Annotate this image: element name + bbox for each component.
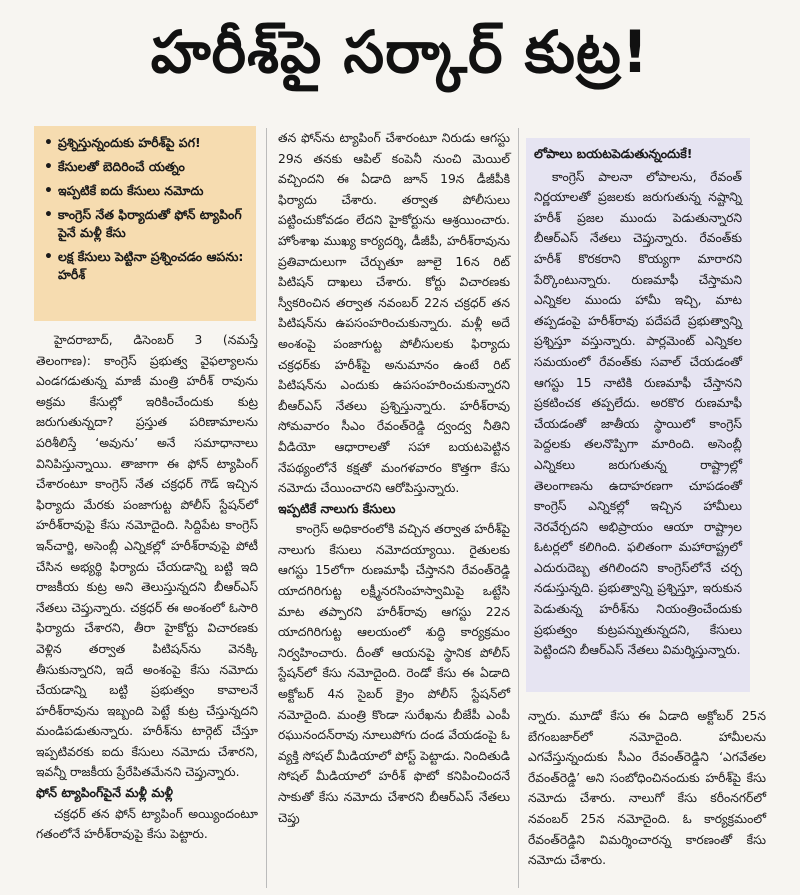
article-paragraph: హైదరాబాద్, డిసెంబర్ 3 (నమస్తే తెలంగాణ): కాంగ్రెస్ ప్రభుత్వ వైఫల్యాలను ఎండగడుతున్న మాజీ మంత్రి హరీశ్ రావును అక్రమ కేసుల్లో ఇరికించేందుకు కుట్ర జరుగుతున్నదా? ప్రస్తుత పరిణామాలను పరిశీలిస్తే ‘అవును’ అనే సమాధానాలు వినిపిస్తున్నాయి. తాజాగా ఈ ఫోన్ ట్యాపింగ్ చేశారంటూ కాంగ్రెస్ నేత చక్రధర్ గౌడ్ ఇచ్చిన ఫిర్యాదు మేరకు పంజాగుట్ట పోలీస్ స్టేషన్‌లో హరీశ్‌రావుపై కేసు నమోదైంది. సిద్దిపేట కాంగ్రెస్ ఇన్‌చార్జి, అసెంబ్లీ ఎన్నికల్లో హరీశ్‌రావుపై పోటీ చేసిన అభ్యర్థి ఫిర్యాదు చేయడాన్ని బట్టి ఇది రాజకీయ కుట్ర అని తెలుస్తున్నదని బీఆర్‌ఎస్ నేతలు చెప్తున్నారు. చక్రధర్ ఈ అంశంలో ఓసారి ఫిర్యాదు చేశారని, తీరా హైకోర్టు విచారణకు వెళ్లిన తర్వాత పిటిషన్‌ను వెనక్కి తీసుకున్నారని, ఇదే అంశంపై కేసు నమోదు చేయడాన్ని బట్టి ప్రభుత్వం కావాలనే హరీశ్‌రావును ఇబ్బంది పెట్టే కుట్ర చేస్తున్నదని మండిపడుతున్నారు. హరీశ్‌ను టార్గెట్ చేస్తూ ఇప్పటివరకు ఐదు కేసులు నమోదు చేశారని, ఇవన్నీ రాజకీయ ప్రేరేపితమేనని చెప్తున్నారు.: [36, 333, 258, 780]
article-paragraph: న్నారు. మూడో కేసు ఈ ఏడాది అక్టోబర్ 25న బేగంబజార్‌లో నమోదైంది. హామీలను ఎగవేస్తున్నందుకు సీఎం రేవంత్‌రెడ్డిని ‘ఎగవేతల రేవంత్‌రెడ్డి’ అని సంబోధించినందుకు హరీశ్‌పై కేసు నమోదు చేశారు. నాలుగో కేసు కరీంనగర్‌లో నవంబర్ 25న నమోదైంది. ఓ కార్యక్రమంలో రేవంత్‌రెడ్డిని విమర్శించారన్న కారణంతో కేసు నమోదు చేశారు.: [528, 709, 766, 868]
column-divider: [266, 128, 267, 888]
headline: హరీశ్‌పై సర్కార్ కుట్ర!: [150, 17, 650, 86]
sidebar-box-text: కాంగ్రెస్ పాలనా లోపాలను, రేవంత్ నిర్ణయాలతో ప్రజలకు జరుగుతున్న నష్టాన్ని హరీశ్ ప్రజల ముందు పెడుతున్నారని బీఆర్‌ఎస్ నేతలు చెప్తున్నారు. రేవంత్‌కు హరీశ్ కొరకరాని కొయ్యగా మారారని పేర్కొంటున్నారు. రుణమాఫీ చేస్తామని ఎన్నికల ముందు హామీ ఇచ్చి, మాట తప్పడంపై హరీశ్‌రావు పదేపదే ప్రభుత్వాన్ని ప్రశ్నిస్తూ వస్తున్నారు. పార్లమెంట్ ఎన్నికల సమయంలో రేవంత్‌కు సవాల్ చేయడంతో ఆగస్టు 15 నాటికి రుణమాఫీ చేస్తానని ప్రకటించక తప్పలేదు. అరకొర రుణమాఫీ చేయడంతో జాతీయ స్థాయిలో కాంగ్రెస్ పెద్దలకు తలనొప్పిగా మారింది. అసెంబ్లీ ఎన్నికలు జరుగుతున్న రాష్ట్రాల్లో తెలంగాణను ఉదాహరణగా చూపడంతో కాంగ్రెస్ ఎన్నికల్లో ఇచ్చిన హామీలు నెరవేర్చదని అభిప్రాయం ఆయా రాష్ట్రాల ఓటర్లలో కలిగింది. ఫలితంగా మహారాష్ట్రలో ఎదురుదెబ్బ తగిలిందని కాంగ్రెస్‌లోనే చర్చ నడుస్తున్నది. ప్రభుత్వాన్ని ప్రశ్నిస్తూ, ఇరుకున పెడుతున్న హరీశ్‌ను నియంత్రించేందుకు ప్రభుత్వం కుట్రపన్నుతున్నదని, కేసులు పెట్టిందని బీఆర్‌ఎస్ నేతలు విమర్శిస్తున్నారు.: [534, 169, 742, 658]
article-paragraph: తన ఫోన్‌ను ట్యాపింగ్ చేశారంటూ నిరుడు ఆగస్టు 29న తనకు ఆపిల్ కంపెనీ నుంచి మెయిల్ వచ్చిందని ఈ ఏడాది జూన్ 19న డీజీపీకి ఫిర్యాదు చేశారు. తర్వాత పోలీసులు పట్టించుకోవడం లేదని హైకోర్టును ఆశ్రయించారు. హోంశాఖ ముఖ్య కార్యదర్శి, డీజీపీ, హరీశ్‌రావును ప్రతివాదులుగా చేర్చుతూ జూలై 16న రిట్ పిటిషన్ దాఖలు చేశారు. కోర్టు విచారణకు స్వీకరించిన తర్వాత నవంబర్ 22న చక్రధర్ తన పిటిషన్‌ను ఉపసంహరించుకున్నారు. మళ్లీ అదే అంశంపై పంజాగుట్ట పోలీసులకు ఫిర్యాదు చక్రధర్‌కు హరీశ్‌పై అనుమానం ఉంటే రిట్ పిటిషన్‌ను ఎందుకు ఉపసంహరించుకున్నారని బీఆర్‌ఎస్ నేతలు ప్రశ్నిస్తున్నారు. హరీశ్‌రావు సోమవారం సీఎం రేవంత్‌రెడ్డి ద్వంద్వ నీతిని వీడియో ఆధారాలతో సహా బయటపెట్టిన నేపథ్యంలోనే కక్షతో మంగళవారం కొత్తగా కేసు నమోదు చేయించారని ఆరోపిస్తున్నారు.: [278, 131, 510, 496]
highlight-item: • ప్రశ్నిస్తున్నందుకు హరీశ్‌పై పగ!: [42, 134, 250, 152]
article-paragraph: చక్రధర్ తన ఫోన్ ట్యాపింగ్ అయ్యిందంటూ గతంలోనే హరీశ్‌రావుపై కేసు పెట్టారు.: [36, 806, 258, 842]
article-paragraph: కాంగ్రెస్ అధికారంలోకి వచ్చిన తర్వాత హరీశ్‌పై నాలుగు కేసులు నమోదయ్యాయి. రైతులకు ఆగస్టు 15లోగా రుణమాఫీ చేస్తానని రేవంత్‌రెడ్డి యాదగిరిగుట్ట లక్ష్మీనరసింహస్వామిపై ఒట్టేసి మాట తప్పారని హరీశ్‌రావు ఆగస్టు 22న యాదగిరిగుట్ట ఆలయంలో శుద్ధి కార్యక్రమం నిర్వహించారు. దీంతో ఆయనపై స్థానిక పోలీస్ స్టేషన్‌లో కేసు నమోదైంది. రెండో కేసు ఈ ఏడాది అక్టోబర్ 4న సైబర్ క్రైం పోలీస్ స్టేషన్‌లో నమోదైంది. మంత్రి కొండా సురేఖను బీజేపీ ఎంపీ రఘునందన్‌రావు నూలుపోగు దండ వేయడంపై ఓ వ్యక్తి సోషల్ మీడియాలో పోస్ట్ పెట్టాడు. నిందితుడి సోషల్ మీడియాలో హరీశ్ ఫొటో కనిపించిందనే సాకుతో కేసు నమోదు చేశారని బీఆర్‌ఎస్ నేతలు చెప్తు: [278, 522, 510, 825]
section-subhead: ఇప్పటికే నాలుగు కేసులు: [278, 500, 396, 516]
sidebar-box-title: లోపాలు బయటపెడుతున్నందుకే!: [534, 146, 693, 161]
highlights-list: [42, 134, 250, 284]
section-subhead: ఫోన్ ట్యాపింగ్‌పైనే మళ్లీ మళ్లీ: [36, 785, 173, 801]
highlight-item: • లక్ష కేసులు పెట్టినా ప్రశ్నించడం ఆపను: హరీశ్: [42, 248, 250, 284]
column-divider: [518, 128, 519, 888]
sidebar-box: [526, 138, 750, 692]
article-column-2: [278, 128, 510, 828]
article-column-3: [528, 706, 766, 871]
highlights-box: [34, 126, 256, 321]
highlight-item: • ఇప్పటికే ఐదు కేసులు నమోదు: [42, 182, 250, 200]
article-column-1: [36, 330, 258, 845]
highlight-item: • కాంగ్రెస్ నేత ఫిర్యాదుతో ఫోన్ ట్యాపింగ్ పైనే మళ్లీ కేసు: [42, 206, 250, 242]
highlight-item: • కేసులతో బెదిరించే యత్నం: [42, 158, 250, 176]
